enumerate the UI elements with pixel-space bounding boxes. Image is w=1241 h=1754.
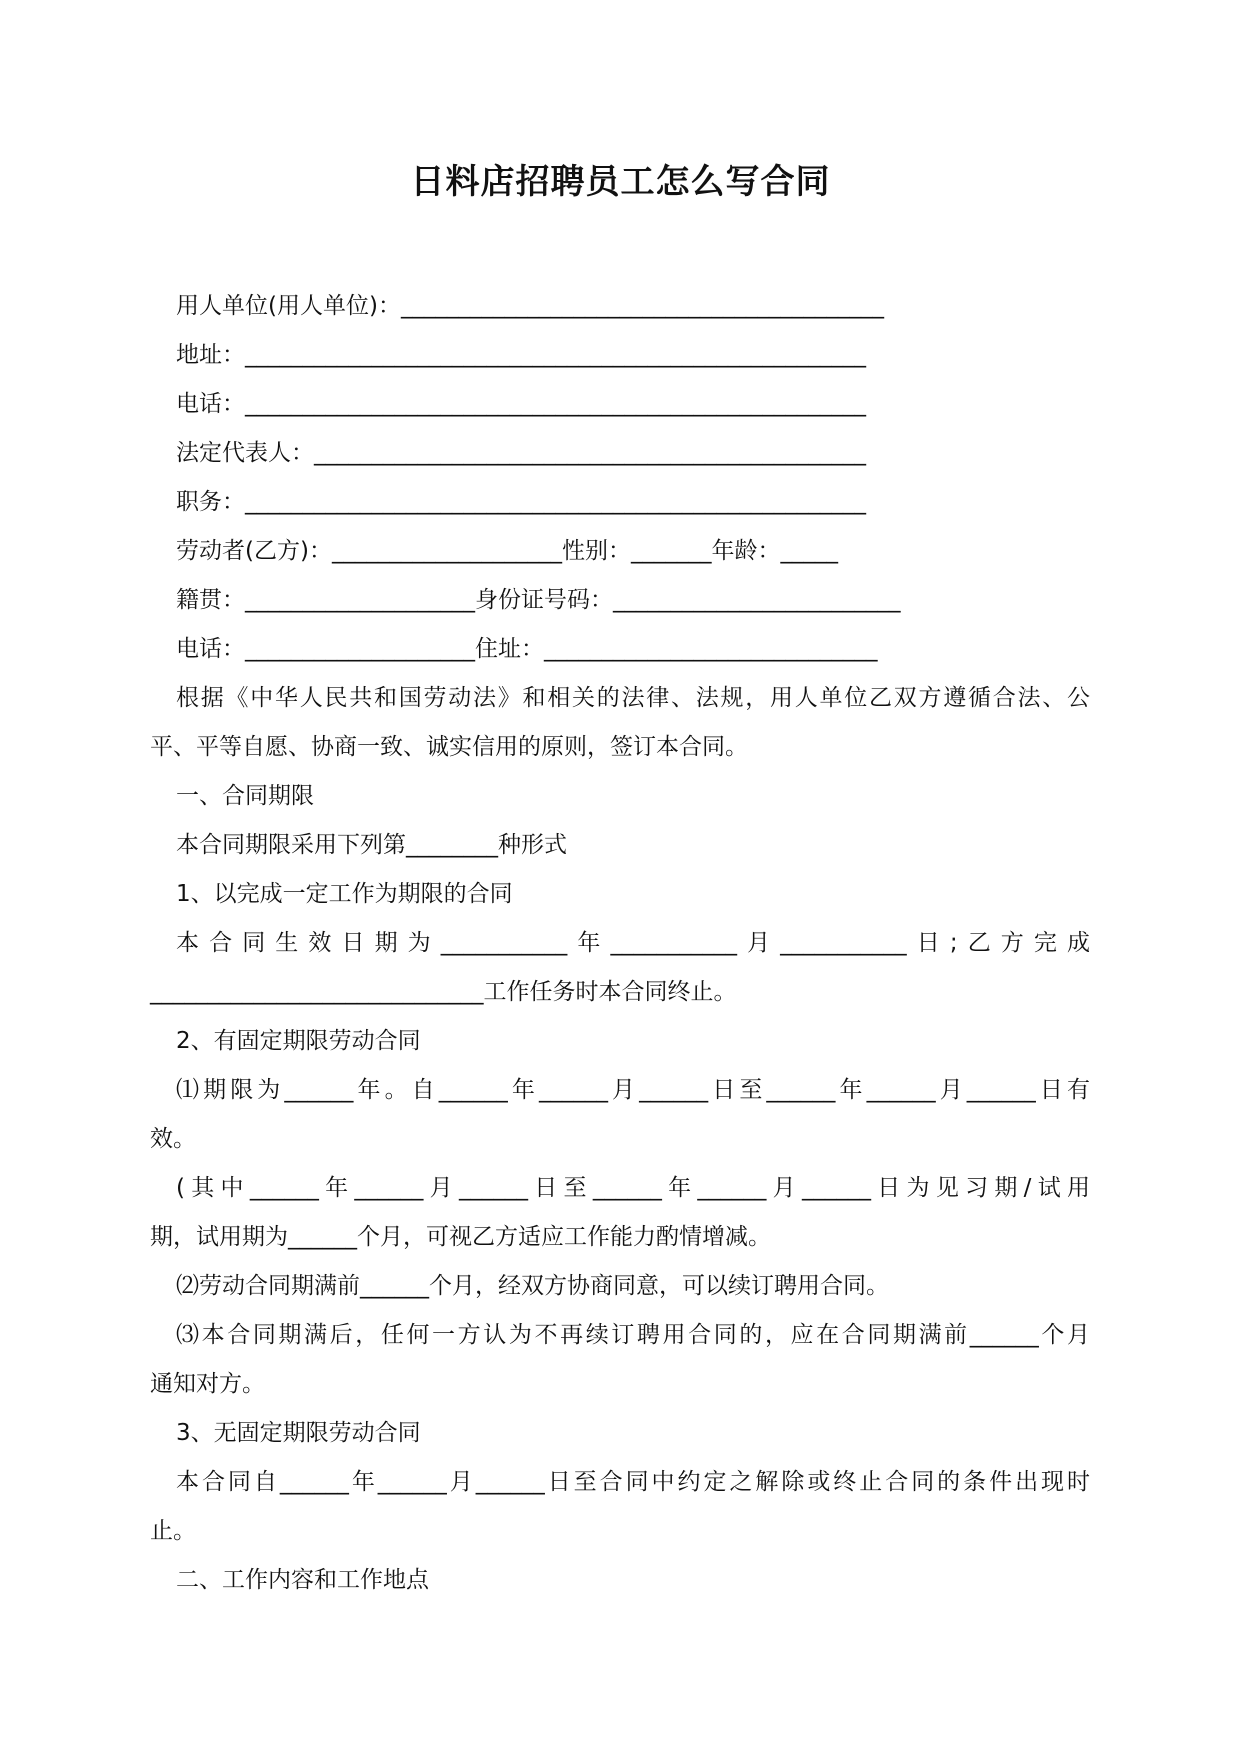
renewal-line: ⑵劳动合同期满前______个月，经双方协商同意，可以续订聘用合同。 [176, 1273, 889, 1299]
employee-info-field: 劳动者(乙方)：____________________性别：_______年龄：_____ [176, 538, 838, 564]
clause-2-heading: 2、有固定期限劳动合同 [176, 1028, 421, 1054]
employer-field: 用人单位(用人单位)：__________________________________________ [176, 293, 884, 319]
employee-phone-address-field: 电话：____________________住址：_____________________________ [176, 636, 878, 662]
employer-phone-field: 电话：______________________________________________________ [176, 391, 866, 417]
employer-address-field: 地址：______________________________________________________ [176, 342, 866, 368]
legal-representative-field: 法定代表人：________________________________________________ [176, 440, 866, 466]
term-form-line: 本合同期限采用下列第________种形式 [176, 832, 567, 858]
section-heading-contract-term: 一、合同期限 [176, 783, 314, 809]
document-title: 日料店招聘员工怎么写合同 [410, 162, 831, 202]
non-renewal-line-1: ⑶本合同期满后，任何一方认为不再续订聘用合同的，应在合同期满前______个月 [176, 1322, 1090, 1348]
non-renewal-line-2: 通知对方。 [150, 1371, 265, 1397]
section-heading-work-content: 二、工作内容和工作地点 [176, 1567, 429, 1593]
legal-basis-paragraph-line-1: 根据《中华人民共和国劳动法》和相关的法律、法规，用人单位乙双方遵循合法、公 [176, 685, 1090, 711]
open-ended-line-1: 本合同自______年______月______日至合同中约定之解除或终止合同的条件出现时 [176, 1469, 1090, 1495]
clause-3-heading: 3、无固定期限劳动合同 [176, 1420, 421, 1446]
clause-1-heading: 1、以完成一定工作为期限的合同 [176, 881, 513, 907]
effective-date-line-1: 本合同生效日期为___________年___________月___________日;乙方完成 [176, 930, 1090, 956]
fixed-term-line-2: 效。 [150, 1126, 196, 1152]
native-place-id-field: 籍贯：____________________身份证号码：_________________________ [176, 587, 901, 613]
probation-line-1: (其中______年______月______日至______年______月______日为见习期/试用 [176, 1175, 1090, 1201]
legal-basis-paragraph-line-2: 平、平等自愿、协商一致、诚实信用的原则，签订本合同。 [150, 734, 748, 760]
open-ended-line-2: 止。 [150, 1518, 196, 1544]
probation-line-2: 期，试用期为______个月，可视乙方适应工作能力酌情增减。 [150, 1224, 771, 1250]
document-body [150, 282, 1090, 1605]
effective-date-line-2: _____________________________工作任务时本合同终止。 [150, 979, 737, 1005]
fixed-term-line-1: ⑴期限为______年。自______年______月______日至______年______月______日有 [176, 1077, 1090, 1103]
position-field: 职务：______________________________________________________ [176, 489, 866, 515]
